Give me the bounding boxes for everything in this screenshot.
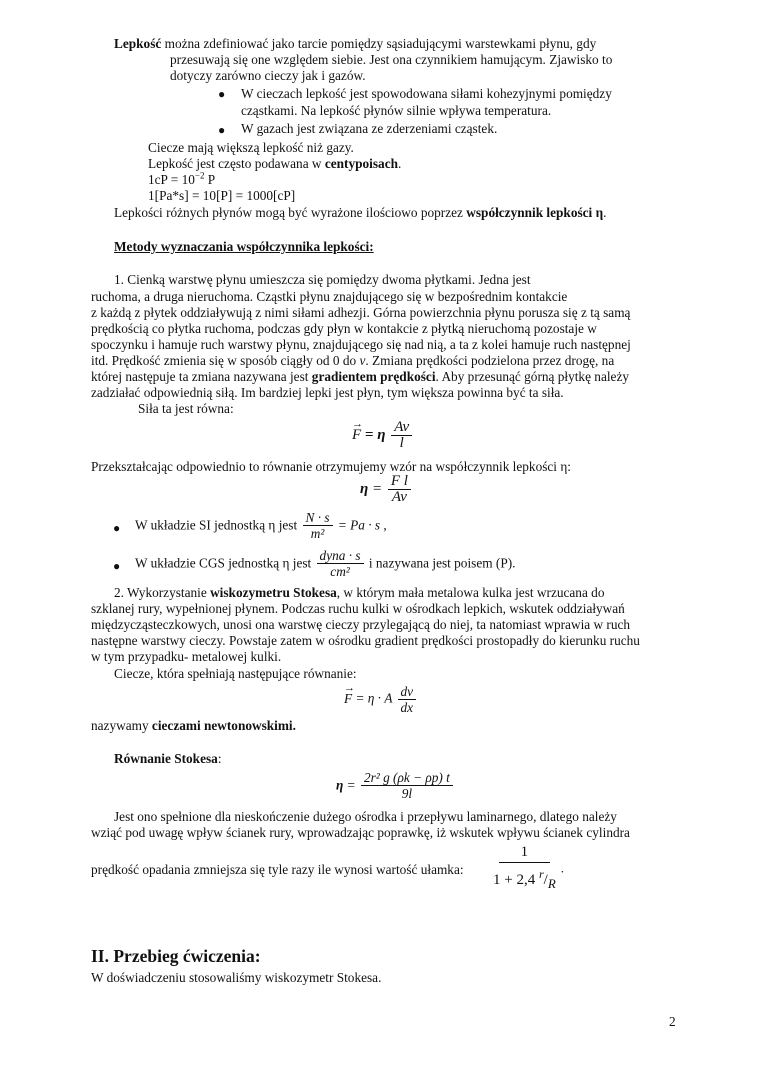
bullet-icon: ● <box>218 87 226 101</box>
method2-line-2: szklanej rury, wypełnionej płynem. Podczas ruchu kulki w ośrodkach lepkich, wskutek oddziaływań <box>91 601 625 616</box>
formula-correction: $\frac{1}{1 + 2,4 ^r/R}$ . <box>493 844 565 891</box>
stokes-para-2: wziąć pod uwagę wpływ ścianek rury, wprowadzając poprawkę, iż wskutek wpływu ścianek cylindra <box>91 825 630 840</box>
term-viscosity: Lepkość <box>114 36 162 51</box>
method1-line-6: itd. Prędkość zmienia się w sposób ciągły od 0 do v. Zmiana prędkości podzielona przez drogę, na <box>91 353 615 368</box>
method1-line-4: prędkością co płytka ruchoma, podczas gdy płyn w kontakcie z płytką nieruchomą pozostaje w <box>91 321 597 336</box>
formula-stokes: η = $\frac{\text{2r² g (ρk − ρp) t}}{9l}$ <box>336 770 455 801</box>
method2-line-3: międzycząsteczkowych, unosi ona warstwę cieczy przylegającą do niej, ta natomiast wprawia w ruch <box>91 617 631 632</box>
cp-conversion: $1cP = 10^{-2}$ P <box>148 170 216 187</box>
liquids-more-viscous: Ciecze mają większą lepkość niż gazy. <box>148 140 354 155</box>
bullet-liquids-2: cząstkami. Na lepkość płynów silnie wpływa temperatura. <box>241 103 552 118</box>
method1-line-5: spoczynku i hamuje ruch warstwy płynu, znajdującego się nad nią, a ta z kolei hamuje ruch następnej <box>91 337 631 352</box>
cgs-unit-line: W układzie CGS jednostką η jest $\frac{\text{dyna · s}}{\text{cm²}}$ i nazywana jest poisem (P). <box>135 548 516 579</box>
stokes-para-1: Jest ono spełnione dla nieskończenie dużego ośrodka i przepływu laminarnego, dlatego należy <box>114 809 617 824</box>
method1-line-8: zadziałać odpowiednią siłą. Im bardziej lepki jest płyn, tym większa powinna być ta siła. <box>91 385 564 400</box>
bullet-liquids-1: W cieczach lepkość jest spowodowana siłami kohezyjnymi pomiędzy <box>241 86 612 101</box>
bullet-gases: W gazach jest związana ze zderzeniami cząstek. <box>241 121 498 136</box>
method2-line-4: następne warstwy cieczy. Powstaje zatem w ośrodku gradient prędkości prostopadły do kierunku ruchu <box>91 633 640 648</box>
transform-line: Przekształcając odpowiednio to równanie otrzymujemy wzór na współczynnik lepkości η: <box>91 459 571 474</box>
method2-line-5: w tym przypadku- metalowej kulki. <box>91 649 282 664</box>
formula-newton: → F = η · A $\frac{dv}{dx}$ <box>344 684 418 715</box>
section-heading: II. Przebieg ćwiczenia: <box>91 946 261 966</box>
pas-conversion: 1[Pa*s] = 10[P] = 1000[cP] <box>148 188 296 203</box>
section-text: W doświadczeniu stosowaliśmy wiskozymetr Stokesa. <box>91 970 382 985</box>
method2-line-1: 2. Wykorzystanie wiskozymetru Stokesa, w którym mała metalowa kulka jest wrzucana do <box>114 585 605 600</box>
method1-line-3: z każdą z płytek oddziaływują z nimi siłami adhezji. Górna powierzchnia płynu porusza się z tą samą <box>91 305 631 320</box>
intro-line-3: dotyczy zarówno cieczy jak i gazów. <box>170 68 366 83</box>
intro-line-2: przesuwają się one względem siebie. Jest ona czynnikiem hamującym. Zjawisko to <box>170 52 613 67</box>
method1-line-1: 1. Cienką warstwę płynu umieszcza się pomiędzy dwoma płytkami. Jedna jest <box>114 272 531 287</box>
si-unit-line: W układzie SI jednostką η jest $\frac{N \cdot s}{\text{m²}}$ = Pa · s , <box>135 510 387 541</box>
stokes-para-3: prędkość opadania zmniejsza się tyle razy ile wynosi wartość ułamka: <box>91 862 464 877</box>
formula-force: → F = η $\frac{Av}{l}$ <box>352 420 414 451</box>
intro-line-1: Lepkość można zdefiniować jako tarcie pomiędzy sąsiadującymi warstewkami płynu, gdy <box>114 36 597 51</box>
formula-eta: η = $\frac{\text{F l}}{Av}$ <box>360 474 413 505</box>
force-equals-label: Siła ta jest równa: <box>138 401 234 416</box>
bullet-icon: ● <box>113 559 121 573</box>
methods-heading: Metody wyznaczania współczynnika lepkości: <box>114 239 374 254</box>
bullet-icon: ● <box>113 521 121 535</box>
centipoise-line: Lepkość jest często podawana w centypoisach. <box>148 156 402 171</box>
stokes-heading: Równanie Stokesa: <box>114 751 222 766</box>
page-number: 2 <box>669 1014 676 1029</box>
bullet-icon: ● <box>218 123 226 137</box>
method1-line-2: ruchoma, a druga nieruchoma. Cząstki płynu znajdującego się w bezpośrednim kontakcie <box>91 289 568 304</box>
newton-intro: Ciecze, która spełniają następujące równanie: <box>114 666 357 681</box>
newtonian-liquids-line: nazywamy cieczami newtonowskimi. <box>91 718 296 733</box>
coefficient-line: Lepkości różnych płynów mogą być wyrażone ilościowo poprzez współczynnik lepkości η. <box>114 205 607 220</box>
method1-line-7: której następuje ta zmiana nazywana jest gradientem prędkości. Aby przesunąć górną płytkę należy <box>91 369 630 384</box>
